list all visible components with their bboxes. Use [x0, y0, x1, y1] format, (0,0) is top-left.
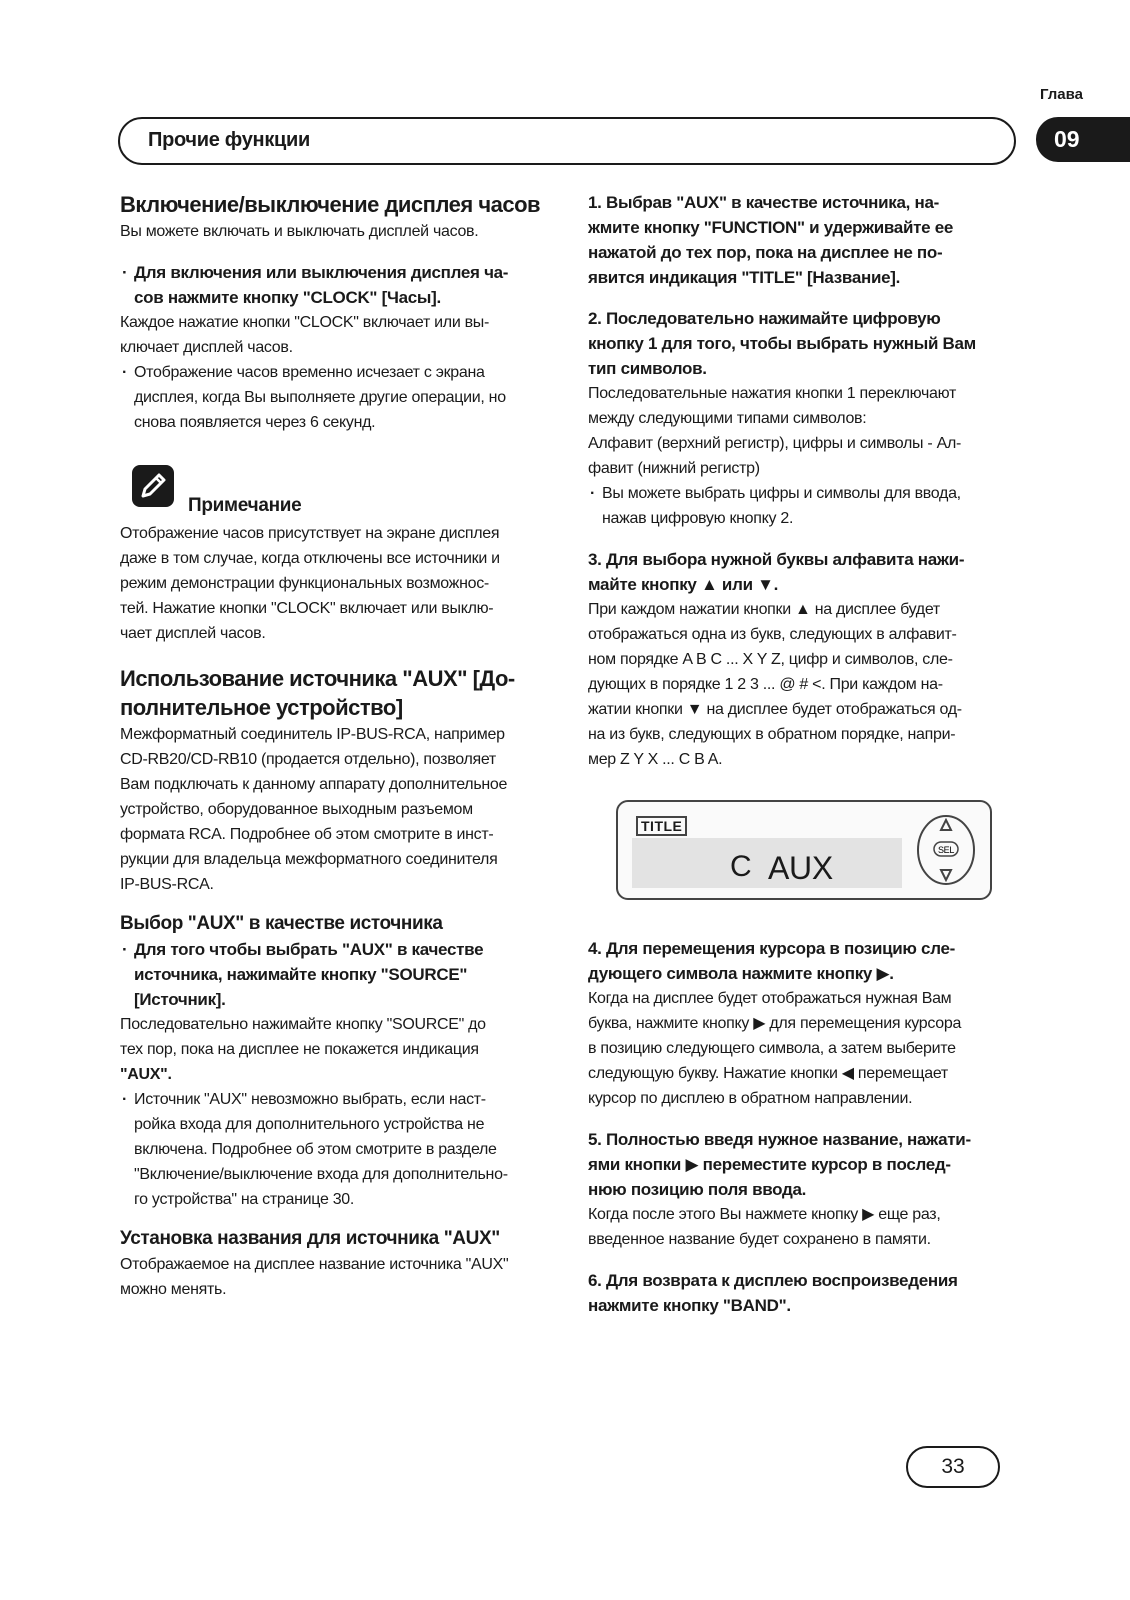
step-2-bullet: · Вы можете выбрать цифры и символы для ввода,	[588, 481, 1018, 506]
select-desc: Последовательно нажимайте кнопку "SOURCE" до	[120, 1016, 486, 1033]
name-text: Отображаемое на дисплее название источника "AUX"	[120, 1256, 509, 1273]
name-heading: Установка названия для источника "AUX"	[120, 1228, 500, 1249]
step-5-desc: введенное название будет сохранено в памяти.	[588, 1231, 931, 1248]
step-1: 1. Выбрав "AUX" в качестве источника, на-	[588, 193, 939, 212]
step-2-desc: фавит (нижний регистр)	[588, 460, 760, 477]
clock-step-line: сов нажмите кнопку "CLOCK" [Часы].	[134, 288, 441, 307]
select-bullet: включена. Подробнее об этом смотрите в разделе	[134, 1141, 497, 1158]
lcd-sel-label: SEL	[937, 845, 955, 855]
note-title: Примечание	[188, 495, 302, 516]
step-3-desc: дующих в порядке 1 2 3 ... @ # <. При каждом на-	[588, 676, 943, 693]
lcd-text: AUX	[768, 850, 833, 886]
section-header	[118, 117, 1016, 165]
step-3: майте кнопку ▲ или ▼.	[588, 575, 779, 594]
section-title: Прочие функции	[148, 129, 311, 151]
aux-text: Межформатный соединитель IP-BUS-RCA, например	[120, 726, 505, 743]
select-step: источника, нажимайте кнопку "SOURCE"	[134, 965, 468, 984]
step-2-desc: Последовательные нажатия кнопки 1 переключают	[588, 385, 956, 402]
aux-text: формата RCA. Подробнее об этом смотрите в инст-	[120, 826, 494, 843]
lcd-display	[616, 800, 992, 900]
step-1: явится индикация "TITLE" [Название].	[588, 268, 901, 287]
step-4-desc: в позицию следующего символа, а затем выберите	[588, 1040, 956, 1057]
step-2-desc: между следующими типами символов:	[588, 410, 867, 427]
note-text: режим демонстрации функциональных возможнос-	[120, 575, 489, 592]
clock-desc: Каждое нажатие кнопки "CLOCK" включает или вы-	[120, 314, 490, 331]
select-desc: "AUX".	[120, 1066, 172, 1083]
note-text: тей. Нажатие кнопки "CLOCK" включает или выклю-	[120, 600, 494, 617]
step-1: жмите кнопку "FUNCTION" и удерживайте ее	[588, 218, 954, 237]
step-4-desc: буква, нажмите кнопку ▶ для перемещения курсора	[588, 1015, 962, 1032]
step-3: 3. Для выбора нужной буквы алфавита нажи-	[588, 550, 965, 569]
step-2-bullet: нажав цифровую кнопку 2.	[602, 510, 794, 527]
select-bullet: · Источник "AUX" невозможно выбрать, если наст-	[120, 1087, 550, 1112]
step-3-desc: При каждом нажатии кнопки ▲ на дисплее будет	[588, 601, 940, 618]
step-5: ями кнопки ▶ переместите курсор в послед-	[588, 1155, 951, 1174]
aux-heading: Использование источника "AUX" [До-	[120, 666, 515, 691]
joystick-icon	[914, 810, 978, 890]
select-desc: тех пор, пока на дисплее не покажется индикация	[120, 1041, 479, 1058]
select-step: [Источник].	[134, 990, 226, 1009]
note-text: даже в том случае, когда отключены все источники и	[120, 550, 500, 567]
step-3-desc: на из букв, следующих в обратном порядке, напри-	[588, 726, 956, 743]
left-column	[120, 190, 550, 1302]
step-4-desc: следующую букву. Нажатие кнопки ◀ перемещает	[588, 1065, 948, 1082]
step-4-desc: Когда на дисплее будет отображаться нужная Вам	[588, 990, 952, 1007]
aux-text: устройство, оборудованное выходным разъемом	[120, 801, 473, 818]
select-bullet: го устройства" на странице 30.	[134, 1191, 355, 1208]
name-text: можно менять.	[120, 1281, 227, 1298]
note-text: чает дисплей часов.	[120, 625, 266, 642]
step-2: кнопку 1 для того, чтобы выбрать нужный Вам	[588, 334, 976, 353]
clock-step-line: · Для включения или выключения дисплея ча-	[120, 260, 550, 285]
step-5: 5. Полностью введя нужное название, нажати-	[588, 1130, 971, 1149]
select-bullet: "Включение/выключение входа для дополнительно-	[134, 1166, 508, 1183]
step-4-desc: курсор по дисплею в обратном направлении.	[588, 1090, 913, 1107]
step-3-desc: отображаться одна из букв, следующих в алфавит-	[588, 626, 957, 643]
lcd-screen	[632, 838, 902, 888]
note-text: Отображение часов присутствует на экране дисплея	[120, 525, 500, 542]
select-bullet: ройка входа для дополнительного устройства не	[134, 1116, 485, 1133]
clock-step	[120, 260, 550, 310]
chapter-label: Глава	[1040, 86, 1083, 103]
step-5-desc: Когда после этого Вы нажмете кнопку ▶ еще раз,	[588, 1206, 941, 1223]
aux-text: рукции для владельца межформатного соединителя	[120, 851, 498, 868]
clock-intro: Вы можете включать и выключать дисплей часов.	[120, 223, 479, 240]
lcd-title-indicator: TITLE	[636, 816, 687, 836]
step-1: нажатой до тех пор, пока на дисплее не по-	[588, 243, 943, 262]
aux-heading: полнительное устройство]	[120, 695, 403, 720]
step-4: 4. Для перемещения курсора в позицию сле-	[588, 939, 955, 958]
page-number: 33	[906, 1446, 1000, 1488]
lcd-cursor-char: C	[730, 850, 752, 883]
clock-heading: Включение/выключение дисплея часов	[120, 192, 541, 217]
step-3-desc: мер Z Y X ... C B A.	[588, 751, 723, 768]
step-6: нажмите кнопку "BAND".	[588, 1296, 791, 1315]
step-4: дующего символа нажмите кнопку ▶.	[588, 964, 894, 983]
clock-bullet: · Отображение часов временно исчезает с экрана	[120, 360, 550, 385]
right-column	[588, 190, 1018, 1318]
aux-text: IP-BUS-RCA.	[120, 876, 214, 893]
step-5: нюю позицию поля ввода.	[588, 1180, 807, 1199]
chapter-number: 09	[1036, 117, 1130, 162]
clock-desc: ключает дисплей часов.	[120, 339, 293, 356]
step-3-desc: ном порядке A B C ... X Y Z, цифр и символов, сле-	[588, 651, 953, 668]
step-3-desc: жатии кнопки ▼ на дисплее будет отображаться од-	[588, 701, 962, 718]
step-2: 2. Последовательно нажимайте цифровую	[588, 309, 941, 328]
note-header	[120, 465, 550, 521]
step-6: 6. Для возврата к дисплею воспроизведения	[588, 1271, 958, 1290]
select-heading: Выбор "AUX" в качестве источника	[120, 913, 443, 934]
clock-bullet: снова появляется через 6 секунд.	[134, 414, 376, 431]
clock-bullet: дисплея, когда Вы выполняете другие операции, но	[134, 389, 506, 406]
step-2-desc: Алфавит (верхний регистр), цифры и символы - Ал-	[588, 435, 962, 452]
pencil-icon	[132, 465, 174, 507]
step-2: тип символов.	[588, 359, 707, 378]
aux-text: Вам подключать к данному аппарату дополнительное	[120, 776, 508, 793]
aux-text: CD-RB20/CD-RB10 (продается отдельно), позволяет	[120, 751, 496, 768]
select-step: · Для того чтобы выбрать "AUX" в качестве	[120, 937, 550, 962]
